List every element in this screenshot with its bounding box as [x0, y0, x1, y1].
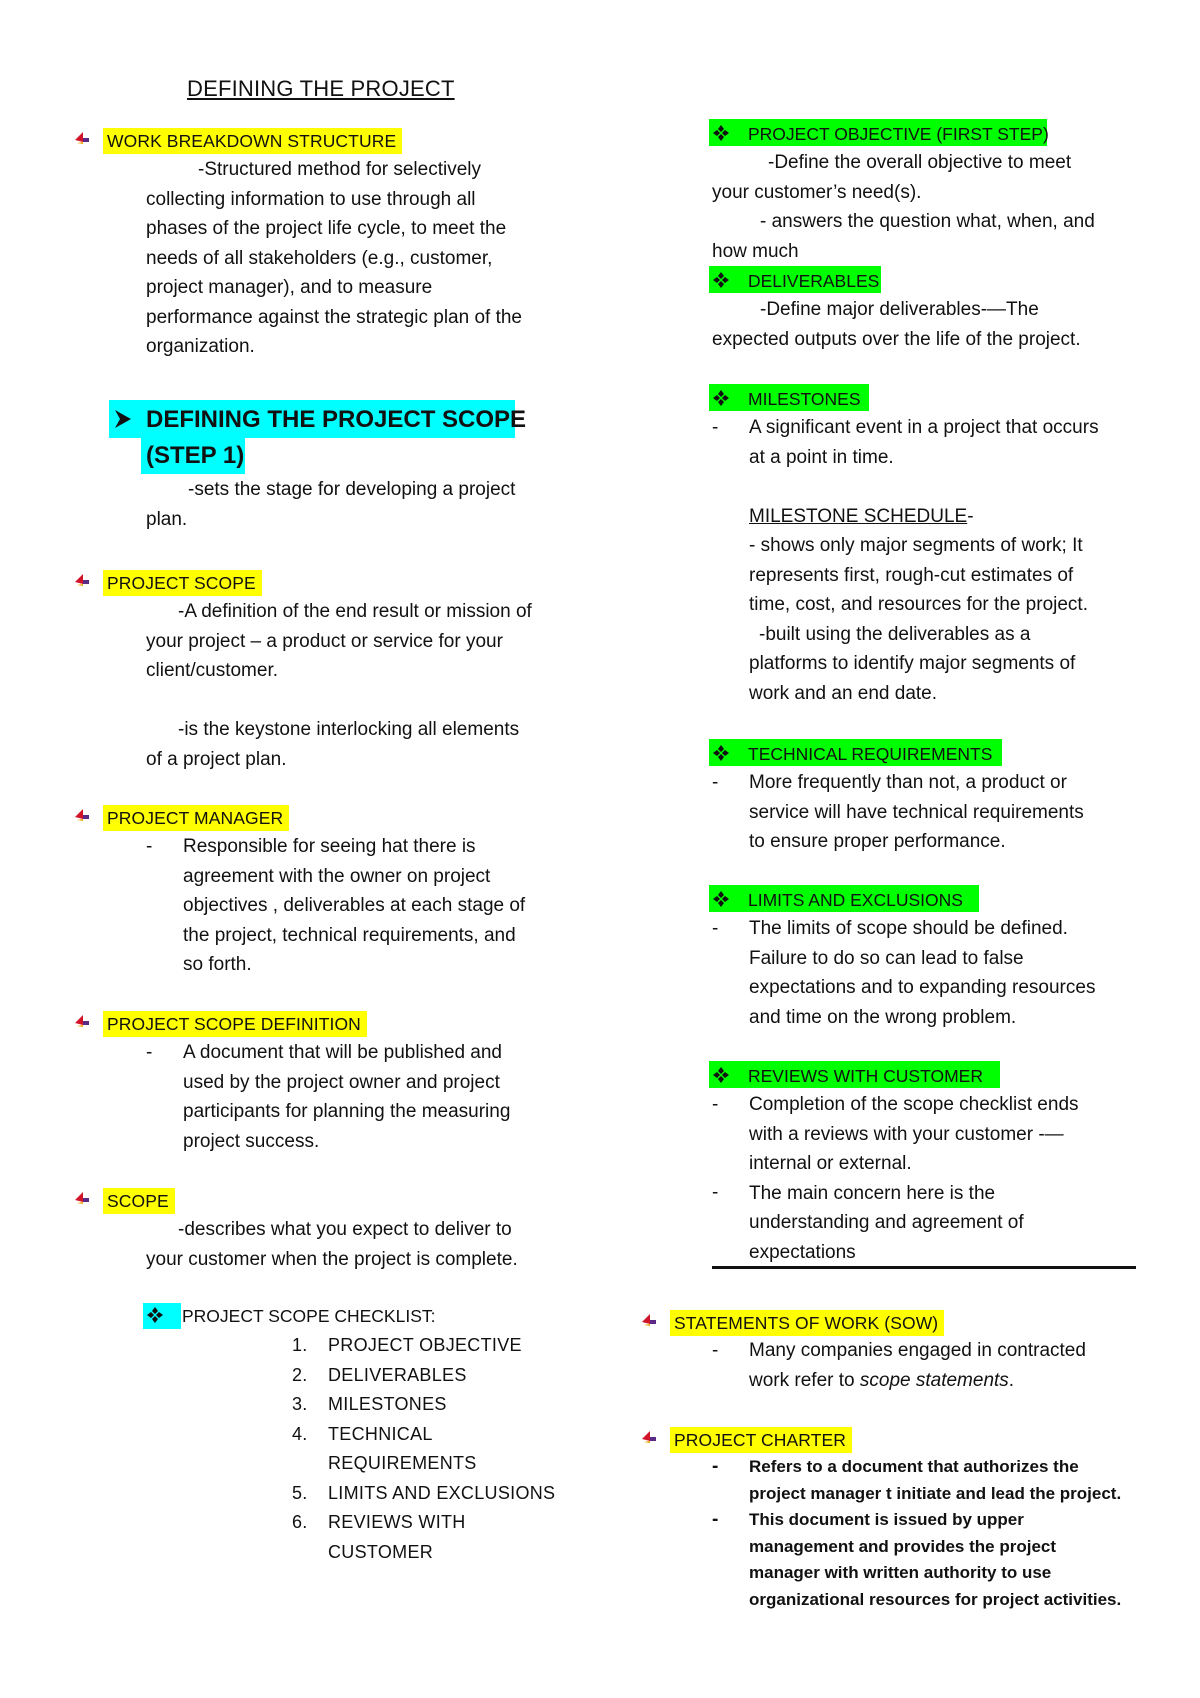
diamond-bullet-icon — [712, 890, 730, 908]
text-line: your project – a product or service for your — [146, 630, 503, 652]
text-line: internal or external. — [749, 1153, 912, 1174]
text-line: project success. — [183, 1130, 320, 1152]
text-line: - shows only major segments of work; It — [749, 535, 1083, 556]
checklist-item-continued: REQUIREMENTS — [328, 1453, 477, 1473]
checklist-item — [292, 1479, 555, 1509]
dash-bullet: - — [146, 836, 153, 857]
checklist-label: DELIVERABLES — [328, 1364, 467, 1385]
project-scope-heading: PROJECT SCOPE — [103, 570, 262, 596]
text-line: -Structured method for selectively — [198, 159, 482, 180]
milestone-schedule-label: MILESTONE SCHEDULE — [749, 505, 968, 527]
checklist-label: PROJECT OBJECTIVE — [328, 1335, 522, 1355]
text-span: work refer to — [749, 1369, 860, 1391]
project-manager-heading: PROJECT MANAGER — [103, 805, 289, 831]
charter-heading: PROJECT CHARTER — [670, 1427, 852, 1453]
milestones-text — [749, 413, 1099, 708]
milestone-schedule-suffix: - — [967, 505, 974, 527]
milestone-schedule-line — [749, 502, 1099, 532]
text-line: plan. — [146, 508, 188, 530]
checklist-number: 3. — [292, 1394, 308, 1414]
scope-definition-text — [183, 1038, 510, 1156]
text-line: The limits of scope should be defined. — [749, 918, 1068, 939]
checklist-number: 4. — [292, 1423, 308, 1444]
charter-text — [749, 1454, 1121, 1613]
text-line: needs of all stakeholders (e.g., customer, — [146, 247, 493, 269]
text-line: Many companies engaged in contracted — [749, 1340, 1086, 1361]
checklist-label: LIMITS AND EXCLUSIONS — [328, 1482, 556, 1503]
text-line: Completion of the scope checklist ends — [749, 1094, 1079, 1115]
page-title: DEFINING THE PROJECT — [187, 76, 455, 101]
text-line: -Define the overall objective to meet — [768, 152, 1072, 173]
text-line: project manager t initiate and lead the project. — [749, 1483, 1122, 1503]
scope-step-heading-line: DEFINING THE PROJECT SCOPE — [146, 406, 527, 433]
checklist-number: 2. — [292, 1364, 308, 1385]
scope-step-heading-line: (STEP 1) — [146, 442, 245, 469]
checklist-label: TECHNICAL — [328, 1423, 433, 1444]
text-line: used by the project owner and project — [183, 1071, 500, 1093]
arrow-bullet-icon — [74, 573, 90, 587]
italic-term: scope statements — [859, 1369, 1009, 1391]
dash-bullet: - — [712, 1182, 719, 1203]
checklist-item — [292, 1331, 555, 1361]
arrow-bullet-icon — [74, 131, 90, 145]
text-line: management and provides the project — [749, 1536, 1057, 1556]
text-line: This document is issued by upper — [749, 1510, 1024, 1529]
text-line: Refers to a document that authorizes the — [749, 1457, 1079, 1476]
technical-text — [749, 768, 1084, 857]
text-line: performance against the strategic plan of the — [146, 306, 523, 328]
checklist-item — [292, 1361, 555, 1391]
text-line: your customer when the project is complete. — [146, 1248, 518, 1270]
checklist-heading: PROJECT SCOPE CHECKLIST: — [182, 1306, 436, 1326]
text-line: organizational resources for project activities. — [749, 1589, 1122, 1609]
text-line: More frequently than not, a product or — [749, 772, 1067, 793]
deliverables-text — [712, 295, 1081, 354]
checklist-item — [292, 1420, 555, 1450]
objective-heading: PROJECT OBJECTIVE (FIRST STEP) — [748, 124, 1049, 144]
checklist-number: 1. — [292, 1335, 308, 1355]
project-manager-text — [183, 832, 525, 980]
arrowhead-bullet-icon — [113, 408, 133, 430]
text-line: Failure to do so can lead to false — [749, 947, 1024, 969]
text-line: expectations and to expanding resources — [749, 977, 1096, 998]
text-line: expectations — [749, 1241, 856, 1263]
text-line: at a point in time. — [749, 446, 894, 468]
diamond-bullet-icon — [712, 744, 730, 762]
text-line: with a reviews with your customer -— — [749, 1123, 1064, 1145]
text-line: agreement with the owner on project — [183, 865, 491, 887]
text-line: platforms to identify major segments of — [749, 653, 1076, 674]
arrow-bullet-icon — [74, 1191, 90, 1205]
objective-text — [712, 148, 1095, 266]
dash-bullet: - — [146, 1042, 153, 1063]
technical-heading: TECHNICAL REQUIREMENTS — [748, 744, 993, 764]
dash-bullet: - — [712, 1456, 719, 1477]
diamond-bullet-icon — [712, 271, 730, 289]
text-span: . — [1008, 1369, 1015, 1391]
text-line: of a project plan. — [146, 748, 287, 770]
text-line: so forth. — [183, 954, 252, 975]
scope-definition-heading: PROJECT SCOPE DEFINITION — [103, 1011, 367, 1037]
text-line: -A definition of the end result or mission of — [178, 601, 532, 622]
text-line: your customer’s need(s). — [712, 181, 922, 203]
checklist-number: 6. — [292, 1512, 308, 1532]
text-line: -describes what you expect to deliver to — [178, 1219, 512, 1240]
section-divider — [712, 1266, 1136, 1269]
text-line: service will have technical requirements — [749, 801, 1084, 823]
diamond-bullet-icon — [712, 389, 730, 407]
milestones-heading: MILESTONES — [748, 389, 861, 409]
text-line: understanding and agreement of — [749, 1212, 1024, 1233]
arrow-bullet-icon — [74, 1014, 90, 1028]
text-line: The main concern here is the — [749, 1182, 996, 1204]
text-line: expected outputs over the life of the project. — [712, 328, 1081, 350]
text-line: -is the keystone interlocking all elements — [178, 719, 520, 740]
limits-heading: LIMITS AND EXCLUSIONS — [748, 890, 963, 910]
text-line: how much — [712, 240, 799, 262]
dash-bullet: - — [712, 772, 719, 793]
arrow-bullet-icon — [74, 808, 90, 822]
checklist-label: MILESTONES — [328, 1394, 447, 1414]
project-scope-text — [146, 597, 532, 774]
checklist-item — [292, 1390, 555, 1420]
text-line: organization. — [146, 336, 255, 357]
diamond-bullet-icon — [712, 124, 730, 142]
text-line: represents first, rough-cut estimates of — [749, 564, 1074, 586]
text-line: A document that will be published and — [183, 1042, 502, 1063]
text-line: -Define major deliverables-—The — [760, 299, 1039, 320]
text-line: the project, technical requirements, and — [183, 924, 516, 946]
text-line: client/customer. — [146, 660, 278, 681]
arrow-bullet-icon — [641, 1430, 657, 1444]
text-line: to ensure proper performance. — [749, 831, 1006, 852]
sow-heading: STATEMENTS OF WORK (SOW) — [670, 1310, 944, 1336]
checklist-item — [292, 1508, 555, 1538]
scope-heading: SCOPE — [103, 1188, 175, 1214]
dash-bullet: - — [712, 918, 719, 939]
wbs-heading: WORK BREAKDOWN STRUCTURE — [103, 128, 402, 154]
text-line: objectives , deliverables at each stage of — [183, 895, 526, 916]
dash-bullet: - — [712, 1509, 719, 1530]
scope-step-text — [146, 475, 515, 534]
text-line: project manager), and to measure — [146, 277, 433, 298]
text-line: -built using the deliverables as a — [759, 623, 1031, 645]
text-line: A significant event in a project that occurs — [749, 417, 1099, 438]
checklist-label: REVIEWS WITH — [328, 1512, 466, 1532]
text-line: collecting information to use through all — [146, 188, 476, 210]
checklist-item-continued: CUSTOMER — [328, 1541, 434, 1562]
diamond-bullet-icon — [146, 1306, 164, 1324]
text-line: - answers the question what, when, and — [760, 211, 1095, 232]
text-line: time, cost, and resources for the project. — [749, 594, 1088, 615]
text-line: -sets the stage for developing a project — [188, 479, 516, 500]
text-line: work and an end date. — [749, 682, 938, 704]
reviews-text — [749, 1090, 1079, 1267]
text-line: phases of the project life cycle, to meet the — [146, 218, 507, 239]
deliverables-heading: DELIVERABLES — [748, 271, 880, 291]
dash-bullet: - — [712, 1340, 719, 1361]
dash-bullet: - — [712, 417, 719, 438]
reviews-heading: REVIEWS WITH CUSTOMER — [748, 1066, 983, 1086]
sow-text — [749, 1336, 1086, 1395]
text-line — [749, 1366, 1086, 1396]
text-line: and time on the wrong problem. — [749, 1006, 1017, 1028]
text-line: Responsible for seeing hat there is — [183, 836, 476, 857]
wbs-text — [146, 155, 522, 362]
checklist-number: 5. — [292, 1482, 308, 1503]
dash-bullet: - — [712, 1094, 719, 1115]
limits-text — [749, 914, 1095, 1032]
arrow-bullet-icon — [641, 1313, 657, 1327]
scope-step-heading — [146, 402, 526, 474]
scope-text — [146, 1215, 518, 1274]
text-line: participants for planning the measuring — [183, 1101, 511, 1122]
checklist-list — [292, 1331, 555, 1567]
diamond-bullet-icon — [712, 1066, 730, 1084]
text-line: manager with written authority to use — [749, 1563, 1052, 1582]
